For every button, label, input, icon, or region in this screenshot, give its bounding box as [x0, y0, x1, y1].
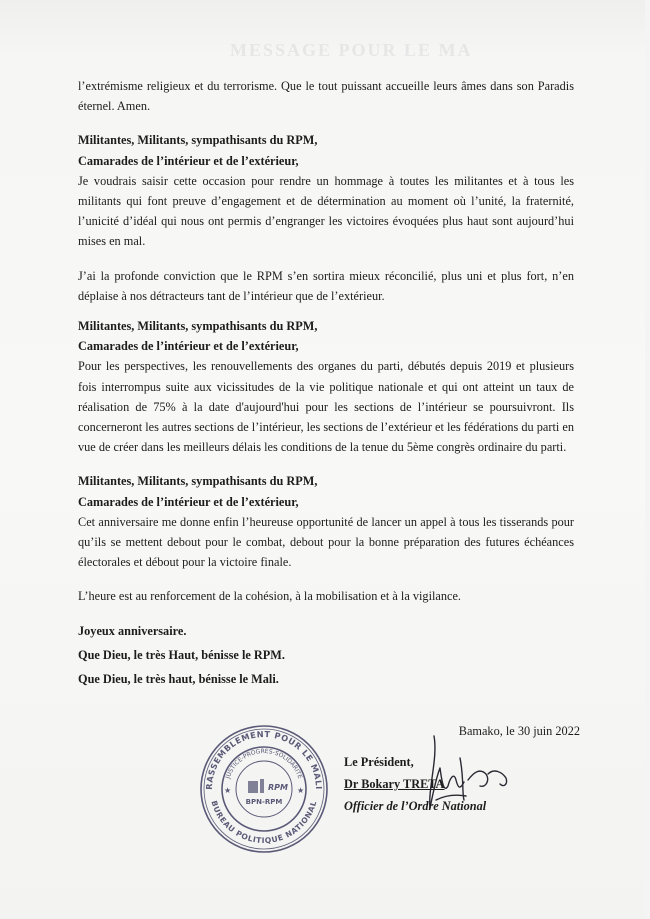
stamp-center-bottom: BPN-RPM: [245, 798, 283, 806]
signatory-name: Dr Bokary TRETA: [344, 777, 445, 791]
signatory-title: Le Président,: [344, 755, 414, 769]
salutation-line: Militantes, Militants, sympathisants du RPM,: [78, 133, 318, 148]
paragraph: Je voudrais saisir cette occasion pour rendre un hommage à toutes les militantes et à tous les militants qui font preuve d’engagement et de détermination au moment où l’unité, la fraternité, l’unicité d’idéal qui nous ont permis d’engranger les victoires évoquées plus haut sont aujourd’hui mises en mal.: [78, 173, 574, 249]
stamp-inner-text: JUSTICE-PROGRES-SOLIDARITE: [224, 747, 304, 780]
stamp-outer-top: RASSEMBLEMENT POUR LE MALI: [203, 728, 325, 791]
letter-body: [78, 76, 574, 689]
bleed-through-text: MESSAGE POUR LE MA: [230, 40, 473, 60]
signatory-rank: Officier de l’Ordre National: [344, 799, 487, 813]
stamp-outer-bottom: BUREAU POLITIQUE NATIONAL: [209, 799, 319, 846]
page-edge: [645, 0, 650, 919]
closing-line: Que Dieu, le très Haut, bénisse le RPM.: [78, 647, 285, 662]
closing-line: Que Dieu, le très haut, bénisse le Mali.: [78, 672, 279, 687]
paragraph: l’extrémisme religieux et du terrorisme. Que le tout puissant accueille leurs âmes dans son Paradis éternel. Amen.: [78, 79, 574, 114]
closing-line: Joyeux anniversaire.: [78, 623, 187, 638]
salutation-line: Militantes, Militants, sympathisants du RPM,: [78, 474, 318, 489]
party-stamp: [198, 723, 330, 855]
salutation-line: Camarades de l’intérieur et de l’extérieur,: [78, 494, 299, 509]
salutation-line: Militantes, Militants, sympathisants du RPM,: [78, 319, 318, 334]
svg-text:JUSTICE-PROGRES-SOLIDARITE: [224, 748, 303, 781]
salutation-line: Camarades de l’intérieur et de l’extérieur,: [78, 153, 299, 168]
paragraph: J’ai la profonde conviction que le RPM s’en sortira mieux réconcilié, plus uni et plus fort, n’en déplaise à nos détracteurs tant de l’intérieur que de l’extérieur.: [78, 268, 574, 303]
signature-block: [344, 751, 544, 817]
paragraph: L’heure est au renforcement de la cohésion, à la mobilisation et à la vigilance.: [78, 589, 461, 604]
salutation-line: Camarades de l’intérieur et de l’extérieur,: [78, 339, 299, 354]
star-icon: ★: [297, 786, 305, 795]
dateline: Bamako, le 30 juin 2022: [458, 724, 580, 738]
paragraph: Pour les perspectives, les renouvellements des organes du parti, débutés depuis 2019 et plusieurs fois interrompus suite aux vicissitudes de la vie politique nationale et qui ont atteint un taux de réalisation de 75% à la date d'aujourd'hui pour les sections de l’intérieur se poursuivront. Ils concerneront les autres sections de l’intérieur, les sections de l’extérieur et les fédérations du parti en vue de créer dans les meilleurs délais les conditions de la tenue du 5ème congrès ordinaire du parti.: [78, 359, 574, 455]
stamp-center-top: RPM: [268, 783, 288, 792]
star-icon: ★: [224, 786, 232, 795]
paragraph: Cet anniversaire me donne enfin l’heureuse opportunité de lancer un appel à tous les tisserands pour qu’ils se mettent debout pour le combat, debout pour la bonne préparation des futures échéances électorales et débout pour la victoire finale.: [78, 514, 574, 570]
